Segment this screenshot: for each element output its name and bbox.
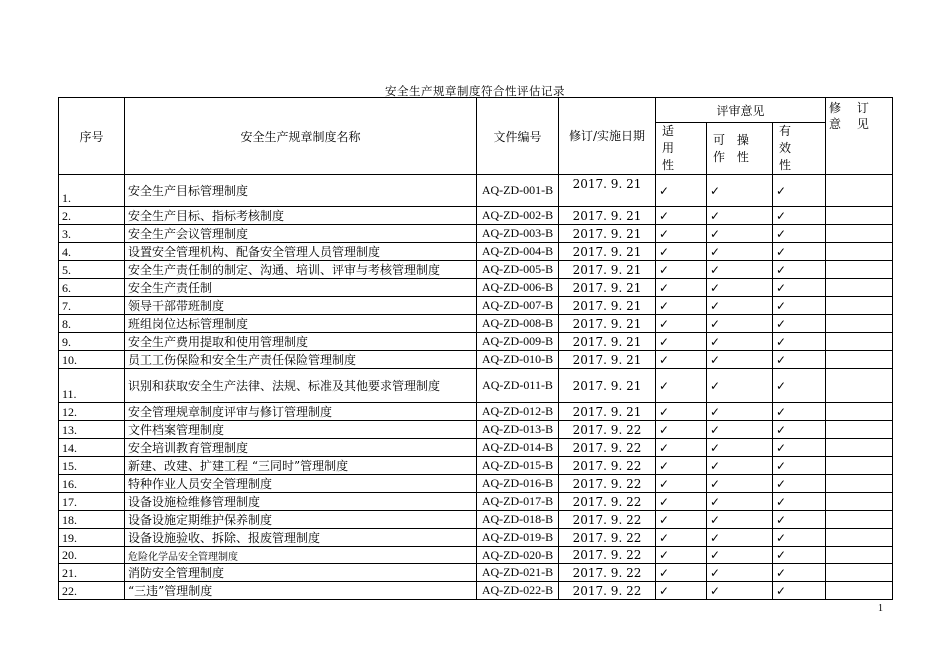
- effective-check: ✓: [773, 175, 826, 207]
- revision-date: 2017. 9. 22: [559, 564, 656, 582]
- table-row: [59, 493, 893, 511]
- revise-opinion: [826, 582, 893, 600]
- effective-check: ✓: [773, 297, 826, 315]
- regulation-name: 安全生产责任制: [125, 279, 477, 297]
- revision-date: 2017. 9. 21: [559, 175, 656, 207]
- file-code: AQ-ZD-003-B: [477, 225, 559, 243]
- table-row: [59, 333, 893, 351]
- revision-date: 2017. 9. 22: [559, 439, 656, 457]
- effective-check: ✓: [773, 511, 826, 529]
- applicable-check: ✓: [656, 439, 707, 457]
- table-row: [59, 261, 893, 279]
- revise-opinion: [826, 475, 893, 493]
- file-code: AQ-ZD-001-B: [477, 175, 559, 207]
- operable-check: ✓: [707, 351, 773, 369]
- effective-check: ✓: [773, 369, 826, 403]
- applicable-check: ✓: [656, 369, 707, 403]
- file-code: AQ-ZD-019-B: [477, 529, 559, 547]
- row-number: 2.: [59, 207, 125, 225]
- header-date: 修订/实施日期: [559, 98, 656, 175]
- table-row: [59, 297, 893, 315]
- header-name: 安全生产规章制度名称: [125, 98, 477, 175]
- regulation-name: 设备设施定期维护保养制度: [125, 511, 477, 529]
- document-title: 安全生产规章制度符合性评估记录: [385, 84, 565, 98]
- applicable-check: ✓: [656, 475, 707, 493]
- regulation-name: 文件档案管理制度: [125, 421, 477, 439]
- table-row: [59, 175, 893, 207]
- revise-opinion: [826, 369, 893, 403]
- regulation-name: 危险化学品安全管理制度: [125, 547, 477, 564]
- table-row: [59, 243, 893, 261]
- row-number: 1.: [59, 175, 125, 207]
- file-code: AQ-ZD-018-B: [477, 511, 559, 529]
- applicable-check: ✓: [656, 547, 707, 564]
- file-code: AQ-ZD-022-B: [477, 582, 559, 600]
- effective-check: ✓: [773, 547, 826, 564]
- applicable-check: ✓: [656, 207, 707, 225]
- effective-check: ✓: [773, 529, 826, 547]
- file-code: AQ-ZD-011-B: [477, 369, 559, 403]
- row-number: 15.: [59, 457, 125, 475]
- row-number: 22.: [59, 582, 125, 600]
- operable-check: ✓: [707, 279, 773, 297]
- revise-opinion: [826, 333, 893, 351]
- operable-check: ✓: [707, 403, 773, 421]
- effective-check: ✓: [773, 351, 826, 369]
- revise-opinion: [826, 493, 893, 511]
- regulation-name: 安全管理规章制度评审与修订管理制度: [125, 403, 477, 421]
- revision-date: 2017. 9. 21: [559, 315, 656, 333]
- revise-opinion: [826, 564, 893, 582]
- regulation-name: 消防安全管理制度: [125, 564, 477, 582]
- applicable-check: ✓: [656, 225, 707, 243]
- row-number: 14.: [59, 439, 125, 457]
- revision-date: 2017. 9. 22: [559, 547, 656, 564]
- row-number: 19.: [59, 529, 125, 547]
- regulation-name: 设备设施验收、拆除、报废管理制度: [125, 529, 477, 547]
- applicable-check: ✓: [656, 421, 707, 439]
- revision-date: 2017. 9. 21: [559, 333, 656, 351]
- operable-check: ✓: [707, 582, 773, 600]
- revise-opinion: [826, 529, 893, 547]
- table-row: [59, 582, 893, 600]
- revision-date: 2017. 9. 21: [559, 225, 656, 243]
- operable-check: ✓: [707, 261, 773, 279]
- regulation-name: 设备设施检维修管理制度: [125, 493, 477, 511]
- row-number: 7.: [59, 297, 125, 315]
- table-row: [59, 457, 893, 475]
- regulation-name: 安全生产目标管理制度: [125, 175, 477, 207]
- revision-date: 2017. 9. 22: [559, 421, 656, 439]
- regulation-name: 新建、改建、扩建工程 “三同时”管理制度: [125, 457, 477, 475]
- file-code: AQ-ZD-020-B: [477, 547, 559, 564]
- row-number: 11.: [59, 369, 125, 403]
- table-row: [59, 547, 893, 564]
- file-code: AQ-ZD-002-B: [477, 207, 559, 225]
- applicable-check: ✓: [656, 279, 707, 297]
- header-operable: 可 操 作 性: [707, 123, 773, 175]
- table-row: [59, 421, 893, 439]
- revise-opinion: [826, 207, 893, 225]
- row-number: 16.: [59, 475, 125, 493]
- operable-check: ✓: [707, 297, 773, 315]
- effective-check: ✓: [773, 315, 826, 333]
- effective-check: ✓: [773, 421, 826, 439]
- revise-opinion: [826, 297, 893, 315]
- regulation-name: 安全生产费用提取和使用管理制度: [125, 333, 477, 351]
- file-code: AQ-ZD-010-B: [477, 351, 559, 369]
- revise-opinion: [826, 261, 893, 279]
- operable-check: ✓: [707, 547, 773, 564]
- table-row: [59, 225, 893, 243]
- effective-check: ✓: [773, 225, 826, 243]
- revise-opinion: [826, 457, 893, 475]
- regulation-name: 员工工伤保险和安全生产责任保险管理制度: [125, 351, 477, 369]
- applicable-check: ✓: [656, 582, 707, 600]
- revise-opinion: [826, 351, 893, 369]
- file-code: AQ-ZD-014-B: [477, 439, 559, 457]
- operable-check: ✓: [707, 511, 773, 529]
- regulation-name: 安全培训教育管理制度: [125, 439, 477, 457]
- file-code: AQ-ZD-007-B: [477, 297, 559, 315]
- table-body: [59, 175, 893, 600]
- header-code: 文件编号: [477, 98, 559, 175]
- operable-check: ✓: [707, 529, 773, 547]
- revision-date: 2017. 9. 22: [559, 511, 656, 529]
- file-code: AQ-ZD-021-B: [477, 564, 559, 582]
- row-number: 5.: [59, 261, 125, 279]
- applicable-check: ✓: [656, 261, 707, 279]
- revision-date: 2017. 9. 22: [559, 493, 656, 511]
- effective-check: ✓: [773, 403, 826, 421]
- effective-check: ✓: [773, 475, 826, 493]
- effective-check: ✓: [773, 333, 826, 351]
- operable-check: ✓: [707, 475, 773, 493]
- revise-opinion: [826, 421, 893, 439]
- file-code: AQ-ZD-006-B: [477, 279, 559, 297]
- regulation-name: 领导干部带班制度: [125, 297, 477, 315]
- row-number: 18.: [59, 511, 125, 529]
- table-row: [59, 369, 893, 403]
- regulation-name: 班组岗位达标管理制度: [125, 315, 477, 333]
- effective-check: ✓: [773, 261, 826, 279]
- row-number: 10.: [59, 351, 125, 369]
- revision-date: 2017. 9. 21: [559, 243, 656, 261]
- table-row: [59, 351, 893, 369]
- revision-date: 2017. 9. 22: [559, 475, 656, 493]
- header-effective: 有 效 性: [773, 123, 826, 175]
- revise-opinion: [826, 279, 893, 297]
- effective-check: ✓: [773, 457, 826, 475]
- regulation-name: “三违”管理制度: [125, 582, 477, 600]
- table-row: [59, 207, 893, 225]
- operable-check: ✓: [707, 369, 773, 403]
- table-row: [59, 279, 893, 297]
- file-code: AQ-ZD-009-B: [477, 333, 559, 351]
- applicable-check: ✓: [656, 457, 707, 475]
- applicable-check: ✓: [656, 333, 707, 351]
- regulation-name: 安全生产责任制的制定、沟通、培训、评审与考核管理制度: [125, 261, 477, 279]
- effective-check: ✓: [773, 493, 826, 511]
- page-number: 1: [878, 603, 883, 614]
- revise-opinion: [826, 315, 893, 333]
- revision-date: 2017. 9. 21: [559, 279, 656, 297]
- row-number: 20.: [59, 547, 125, 564]
- assessment-table: [58, 97, 893, 600]
- file-code: AQ-ZD-015-B: [477, 457, 559, 475]
- operable-check: ✓: [707, 243, 773, 261]
- row-number: 13.: [59, 421, 125, 439]
- revision-date: 2017. 9. 21: [559, 261, 656, 279]
- effective-check: ✓: [773, 207, 826, 225]
- row-number: 12.: [59, 403, 125, 421]
- table-row: [59, 529, 893, 547]
- operable-check: ✓: [707, 333, 773, 351]
- operable-check: ✓: [707, 421, 773, 439]
- operable-check: ✓: [707, 207, 773, 225]
- applicable-check: ✓: [656, 493, 707, 511]
- applicable-check: ✓: [656, 511, 707, 529]
- regulation-name: 安全生产目标、指标考核制度: [125, 207, 477, 225]
- file-code: AQ-ZD-017-B: [477, 493, 559, 511]
- applicable-check: ✓: [656, 403, 707, 421]
- row-number: 17.: [59, 493, 125, 511]
- revision-date: 2017. 9. 21: [559, 369, 656, 403]
- operable-check: ✓: [707, 315, 773, 333]
- table-row: [59, 403, 893, 421]
- revise-opinion: [826, 403, 893, 421]
- operable-check: ✓: [707, 493, 773, 511]
- table-row: [59, 564, 893, 582]
- table-row: [59, 315, 893, 333]
- revision-date: 2017. 9. 21: [559, 297, 656, 315]
- row-number: 8.: [59, 315, 125, 333]
- operable-check: ✓: [707, 457, 773, 475]
- regulation-name: 安全生产会议管理制度: [125, 225, 477, 243]
- revise-opinion: [826, 439, 893, 457]
- operable-check: ✓: [707, 175, 773, 207]
- file-code: AQ-ZD-016-B: [477, 475, 559, 493]
- row-number: 3.: [59, 225, 125, 243]
- revise-opinion: [826, 225, 893, 243]
- file-code: AQ-ZD-004-B: [477, 243, 559, 261]
- regulation-name: 设置安全管理机构、配备安全管理人员管理制度: [125, 243, 477, 261]
- regulation-name: 识别和获取安全生产法律、法规、标准及其他要求管理制度: [125, 369, 477, 403]
- revise-opinion: [826, 511, 893, 529]
- regulation-name: 特种作业人员安全管理制度: [125, 475, 477, 493]
- effective-check: ✓: [773, 582, 826, 600]
- revision-date: 2017. 9. 22: [559, 529, 656, 547]
- applicable-check: ✓: [656, 297, 707, 315]
- header-revise: 修 订 意 见: [826, 98, 893, 175]
- file-code: AQ-ZD-008-B: [477, 315, 559, 333]
- effective-check: ✓: [773, 564, 826, 582]
- header-review: 评审意见: [656, 98, 826, 123]
- header-no: 序号: [59, 98, 125, 175]
- applicable-check: ✓: [656, 529, 707, 547]
- revise-opinion: [826, 243, 893, 261]
- operable-check: ✓: [707, 225, 773, 243]
- applicable-check: ✓: [656, 315, 707, 333]
- applicable-check: ✓: [656, 175, 707, 207]
- table-row: [59, 439, 893, 457]
- table-row: [59, 511, 893, 529]
- effective-check: ✓: [773, 439, 826, 457]
- table-row: [59, 475, 893, 493]
- revision-date: 2017. 9. 21: [559, 403, 656, 421]
- applicable-check: ✓: [656, 351, 707, 369]
- revision-date: 2017. 9. 22: [559, 457, 656, 475]
- revise-opinion: [826, 175, 893, 207]
- row-number: 9.: [59, 333, 125, 351]
- operable-check: ✓: [707, 564, 773, 582]
- header-applicable: 适 用 性: [656, 123, 707, 175]
- effective-check: ✓: [773, 279, 826, 297]
- revision-date: 2017. 9. 22: [559, 582, 656, 600]
- applicable-check: ✓: [656, 243, 707, 261]
- revise-opinion: [826, 547, 893, 564]
- row-number: 4.: [59, 243, 125, 261]
- row-number: 21.: [59, 564, 125, 582]
- row-number: 6.: [59, 279, 125, 297]
- file-code: AQ-ZD-013-B: [477, 421, 559, 439]
- effective-check: ✓: [773, 243, 826, 261]
- operable-check: ✓: [707, 439, 773, 457]
- applicable-check: ✓: [656, 564, 707, 582]
- revision-date: 2017. 9. 21: [559, 207, 656, 225]
- revision-date: 2017. 9. 21: [559, 351, 656, 369]
- file-code: AQ-ZD-005-B: [477, 261, 559, 279]
- file-code: AQ-ZD-012-B: [477, 403, 559, 421]
